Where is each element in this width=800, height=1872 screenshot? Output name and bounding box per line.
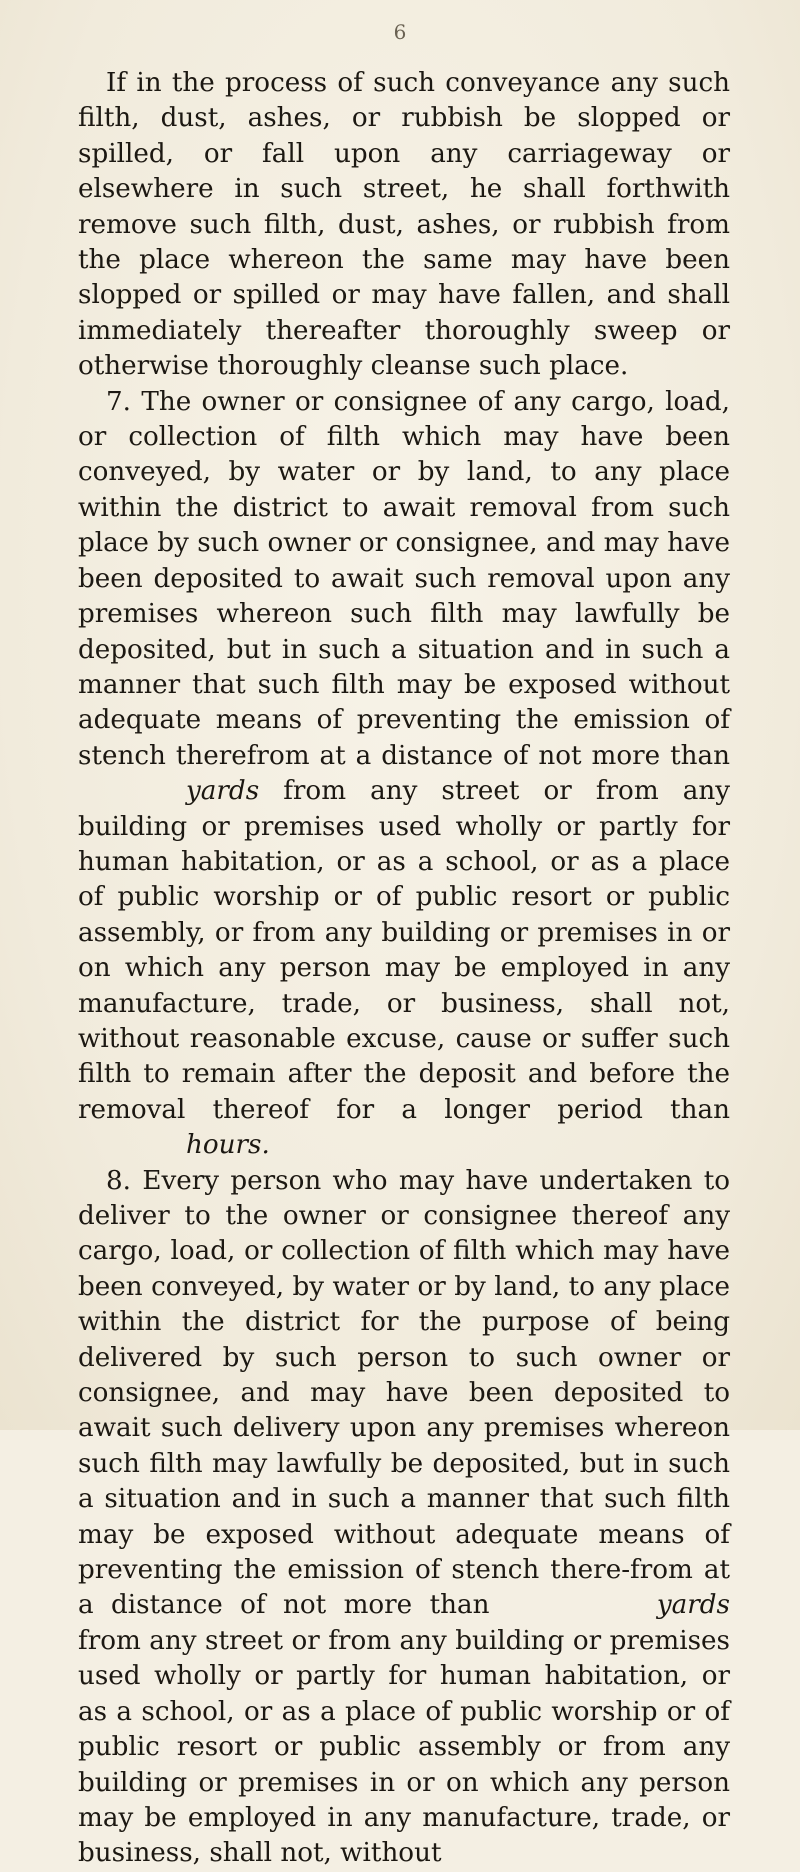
- unit-yards: yards: [186, 776, 260, 807]
- section-number: 8.: [106, 1165, 131, 1196]
- body-text: [78, 66, 730, 1872]
- unit-yards: yards: [656, 1590, 730, 1621]
- section-text-part-2: from any street or from any building or premises used wholly or partly for human habitation, or as a school, or as a place of public worship or of public resort or public assembly or from any building or premises in or on which any person may be employed in any manufacture, trade, or business, shall not, without: [78, 1625, 730, 1869]
- paragraph-continuation: [78, 66, 730, 385]
- section-7: [78, 385, 730, 1164]
- section-text-part-2: from any street or from any building or premises used wholly or partly for human habitation, or as a school, or as a place of public worship or of public resort or public assembly, or from any building or premises in or on which any person may be employed in any manufacture, trade, or business, shall not, without reasonable excuse, cause or suffer such filth to remain after the deposit and before the removal thereof for a longer period than: [78, 776, 730, 1125]
- page-number: 6: [393, 20, 407, 44]
- section-text-part-1: The owner or consignee of any cargo, load, or collection of filth which may have been conveyed, by water or by land, to any place within the district to await removal from such place by such owner or consignee, and may have been deposited to await such removal upon any premises whereon such filth may lawfully be deposited, but in such a situation and in such a manner that such filth may be exposed without adequate means of preventing the emission of stench therefrom at a distance of not more than: [78, 386, 730, 771]
- section-number: 7.: [106, 386, 131, 417]
- paragraph-text: If in the process of such conveyance any such filth, dust, ashes, or rubbish be slopped or spilled, or fall upon any carriageway or elsewhere in such street, he shall forthwith remove such filth, dust, ashes, or rubbish from the place whereon the same may have been slopped or spilled or may have fallen, and shall immediately thereafter thoroughly sweep or otherwise thoroughly cleanse such place.: [78, 68, 730, 382]
- unit-hours: hours.: [186, 1130, 270, 1161]
- section-text-part-1: Every person who may have undertaken to deliver to the owner or consignee thereof any cargo, load, or collection of filth which may have been conveyed, by water or by land, to any place within the district for the purpose of being delivered by such person to such owner or consignee, and may have been deposited to await such delivery upon any premises whereon such filth may lawfully be deposited, but in such a situation and in such a manner that such filth may be exposed without adequate means of preventing the emission of stench there-from at a distance of not more than: [78, 1165, 731, 1621]
- section-8: [78, 1164, 730, 1872]
